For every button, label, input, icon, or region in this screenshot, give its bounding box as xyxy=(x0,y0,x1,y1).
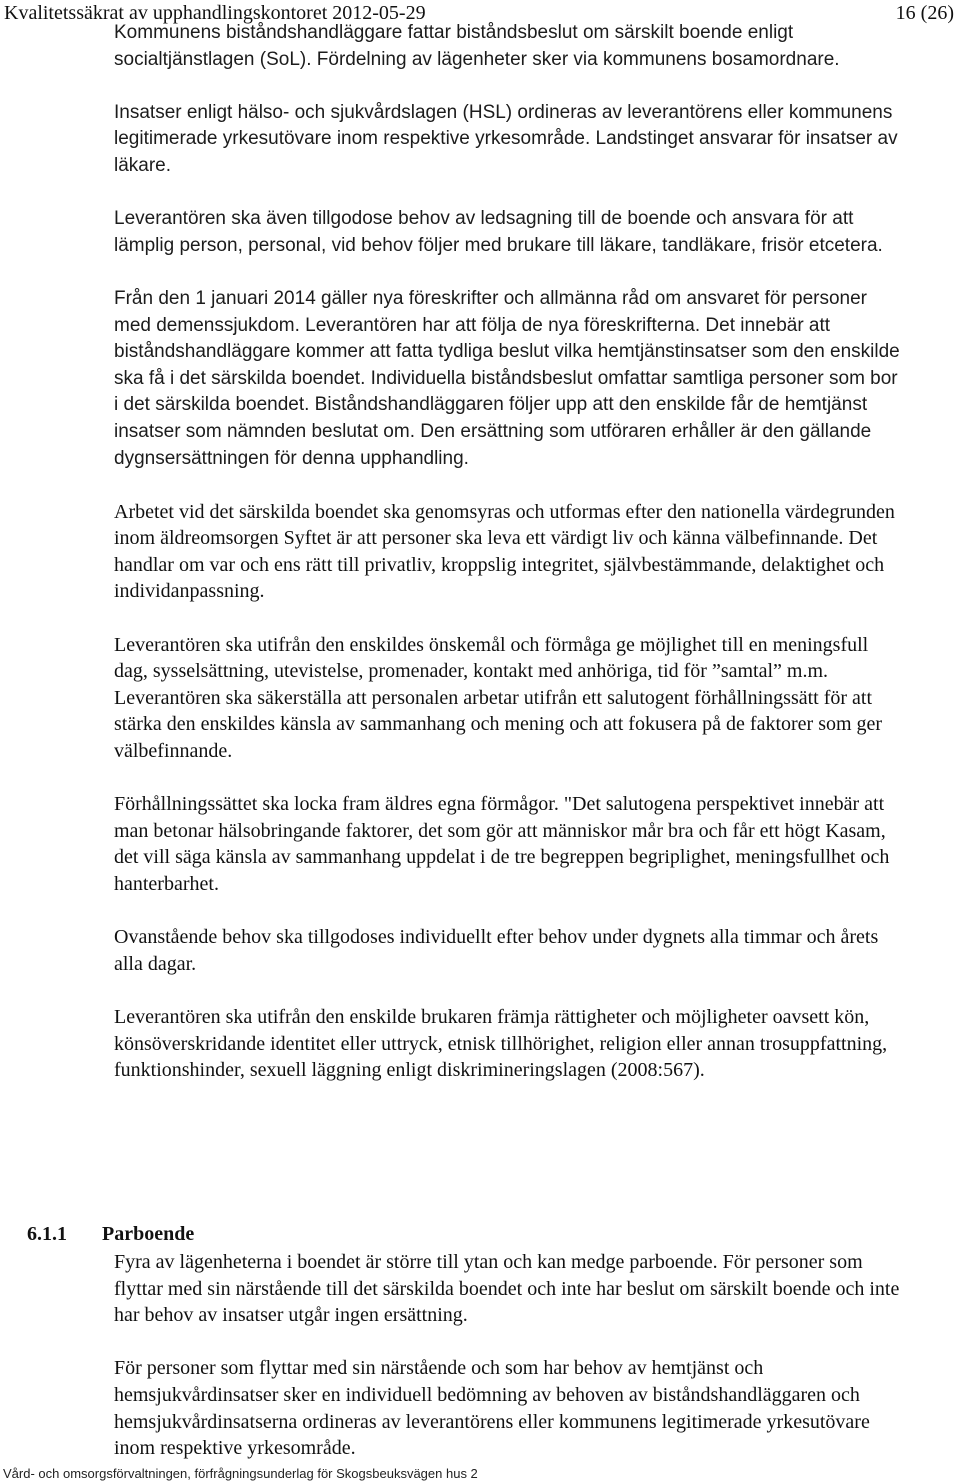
paragraph-hsl-insatser: Insatser enligt hälso- och sjukvårdslagen (HSL) ordineras av leverantörens eller kommunens legitimerade yrkesutövare inom respektive yrkesområde. Landstinget ansvarar för insatser av läkare. xyxy=(114,101,898,176)
paragraph-dygnets-timmar: Ovanstående behov ska tillgodoses individuellt efter behov under dygnets alla timmar och årets alla dagar. xyxy=(114,926,879,975)
paragraph-narstaende: För personer som flyttar med sin närstående och som har behov av hemtjänst och hemsjukvårdinsatser sker en individuell bedömning av behoven av biståndshandläggaren och hemsjukvårdinsatserna ordineras av leverantörens eller kommunens legitimerade yrkesutövare inom respektive yrkesområde. xyxy=(114,1357,870,1460)
paragraph-ledsagning: Leverantören ska även tillgodose behov av ledsagning till de boende och ansvara för att lämplig person, personal, vid behov följer med brukare till läkare, tandläkare, frisör etcetera. xyxy=(114,208,883,256)
document-body xyxy=(114,20,904,1084)
paragraph-rattigheter: Leverantören ska utifrån den enskilde brukaren främja rättigheter och möjligheter oavsett kön, könsöverskridande identitet eller uttryck, etnisk tillhörighet, religion eller annan trosuppfattning, funktionshinder, sexuell läggning enligt diskrimineringslagen (2008:567). xyxy=(114,1005,888,1082)
section-body xyxy=(114,1249,904,1462)
paragraph-salutogent: Förhållningssättet ska locka fram äldres egna förmågor. "Det salutogena perspektivet innebär att man betonar hälsobringande faktorer, det som gör att människor mår bra och får ett högt Kasam, det vill säga känsla av sammanhang uppdelat i de tre begreppen begriplighet, meningsfullhet och hanterbarhet. xyxy=(114,793,890,895)
section-number: 6.1.1 xyxy=(27,1223,67,1245)
paragraph-demens-foreskrifter: Från den 1 januari 2014 gäller nya föreskrifter och allmänna råd om ansvaret för personer med demenssjukdom. Leverantören har att följa de nya föreskrifterna. Det innebär att biståndshandläggare kommer att fatta tydliga beslut vilka hemtjänstinsatser som den enskilde ska få i det särskilda boendet. Individuella biståndsbeslut omfattar samtliga personer som bor i det särskilda boendet. Biståndshandläggaren följer upp att den enskilde får de hemtjänst insatser som nämnden beslutat om. Den ersättning som utföraren erhåller är den gällande dygnsersättningen för denna upphandling. xyxy=(114,287,900,469)
page-number: 16 (26) xyxy=(895,2,954,24)
section-title: Parboende xyxy=(102,1223,195,1245)
paragraph-vardegrund: Arbetet vid det särskilda boendet ska genomsyras och utformas efter den nationella värdegrunden inom äldreomsorgen Syftet är att personer ska leva ett värdigt liv och känna välbefinnande. Det handlar om var och ens rätt till privatliv, kroppslig integritet, självbestämmande, delaktighet och individanpassning. xyxy=(114,500,895,603)
document-footer: Vård- och omsorgsförvaltningen, förfrågningsunderlag för Skogsbeuksvägen hus 2 xyxy=(3,1466,478,1481)
document-header-title: Kvalitetssäkrat av upphandlingskontoret 2012-05-29 xyxy=(4,2,426,24)
paragraph-biståndsbeslut: Kommunens biståndshandläggare fattar biståndsbeslut om särskilt boende enligt socialtjänstlagen (SoL). Fördelning av lägenheter sker via kommunens bosamordnare. xyxy=(114,22,840,70)
paragraph-parboende: Fyra av lägenheterna i boendet är större till ytan och kan medge parboende. För personer som flyttar med sin närstående till det särskilda boendet och inte har beslut om särskilt boende och inte har behov av insatser utgår ingen ersättning. xyxy=(114,1251,900,1327)
paragraph-meningsfull-dag: Leverantören ska utifrån den enskildes önskemål och förmåga ge möjlighet till en meningsfull dag, sysselsättning, utevistelse, promenader, kontakt med anhöriga, tid för ”samtal” m.m. Leverantören ska säkerställa att personalen arbetar utifrån ett salutogent förhållningssätt för att stärka den enskildes känsla av sammanhang och mening och att fokusera på de faktorer som ger välbefinnande. xyxy=(114,633,883,763)
